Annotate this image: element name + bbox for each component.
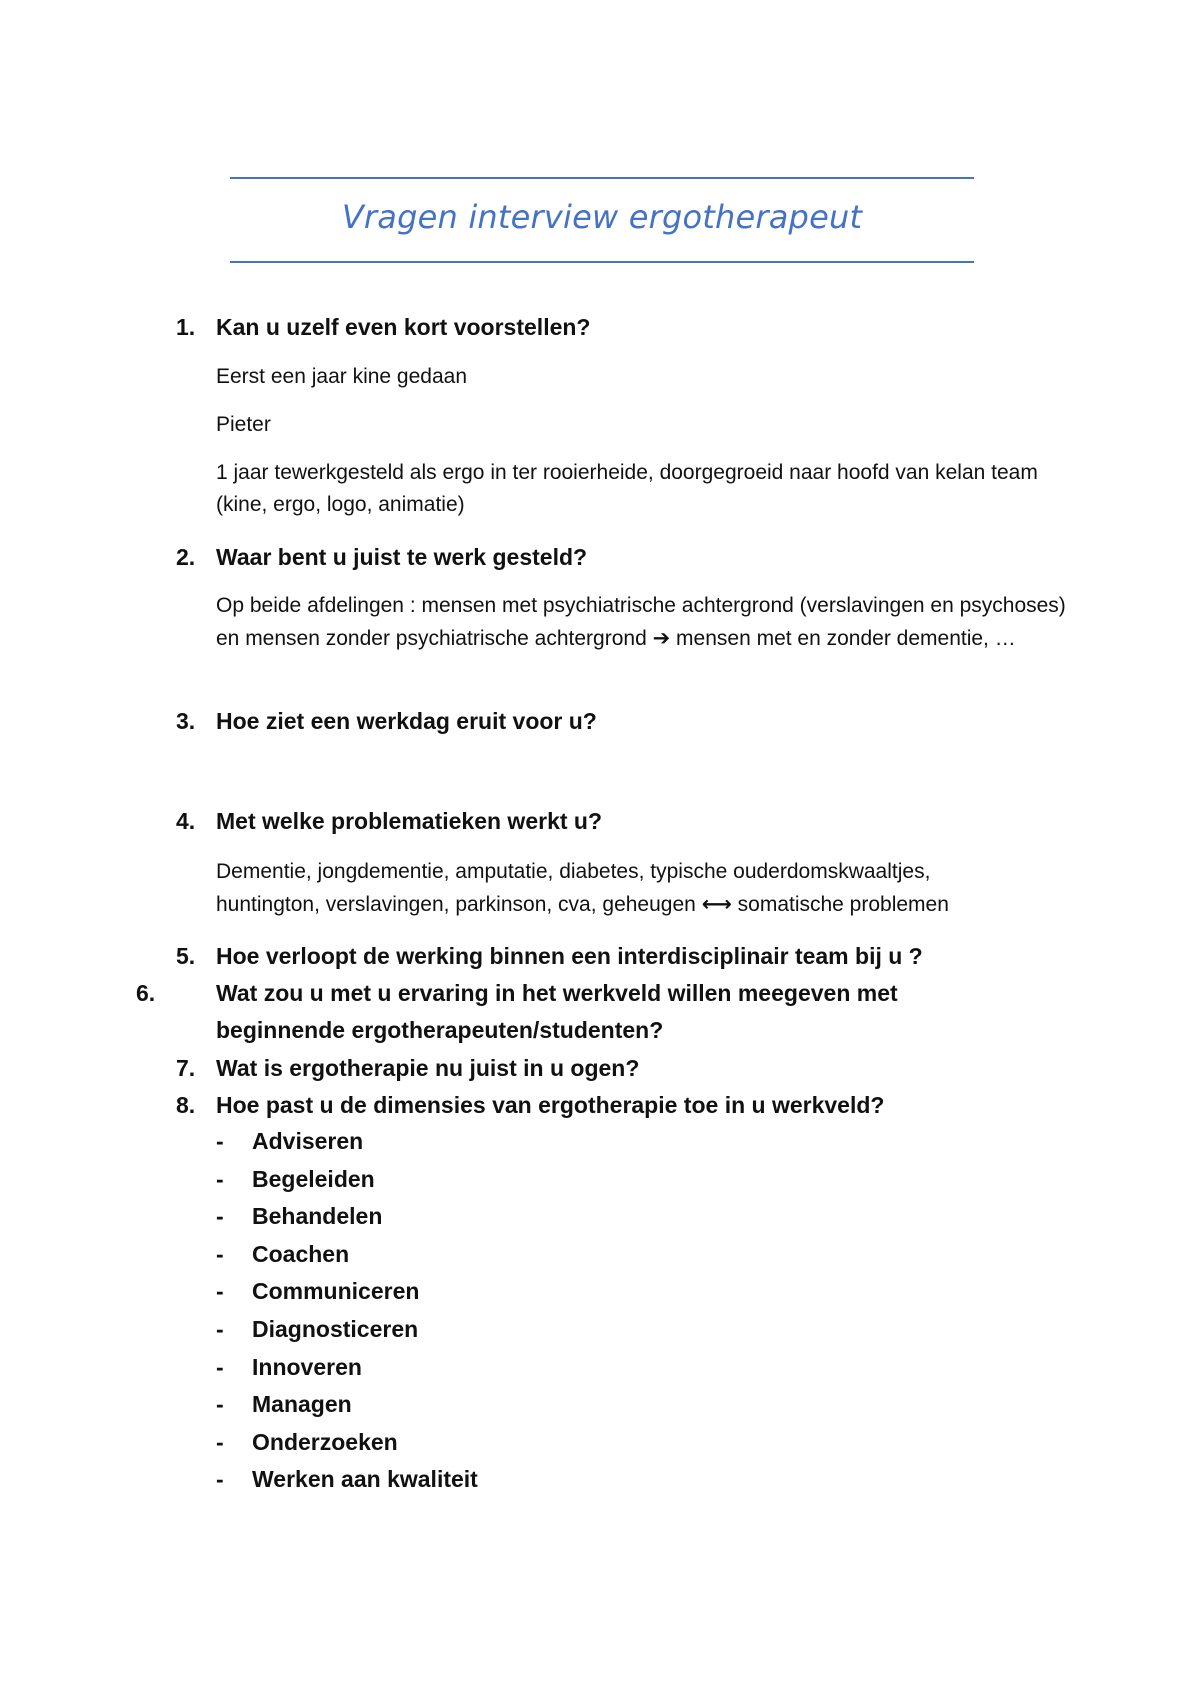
answer-1-line-2: Pieter xyxy=(216,413,271,436)
dimension-label: Coachen xyxy=(252,1240,350,1267)
question-number: 4. xyxy=(176,808,196,834)
question-number: 1. xyxy=(176,314,196,340)
question-8 xyxy=(176,1087,1056,1124)
answer-1-line-1: Eerst een jaar kine gedaan xyxy=(216,365,468,388)
answer-2-text-after: mensen met en zonder dementie, … xyxy=(676,627,1016,650)
answer-4-text-after: somatische problemen xyxy=(737,893,949,916)
bullet-dash: - xyxy=(216,1278,224,1305)
double-arrow-icon: ⟷ xyxy=(701,892,732,916)
bullet-dash: - xyxy=(216,1240,224,1267)
question-2 xyxy=(176,539,1056,576)
question-text: Met welke problematieken werkt u? xyxy=(216,808,603,834)
list-item xyxy=(216,1424,478,1462)
document-title: Vragen interview ergotherapeut xyxy=(341,198,863,236)
dimension-list xyxy=(216,1123,478,1499)
dimension-label: Behandelen xyxy=(252,1203,383,1230)
list-item xyxy=(216,1161,478,1199)
bullet-dash: - xyxy=(216,1315,224,1342)
list-item xyxy=(216,1349,478,1387)
bullet-dash: - xyxy=(216,1203,224,1230)
question-text: Wat zou u met u ervaring in het werkveld willen meegeven met beginnende ergotherapeuten/studenten? xyxy=(216,980,898,1043)
right-arrow-icon: ➔ xyxy=(652,626,671,650)
bullet-dash: - xyxy=(216,1391,224,1418)
answer-2-text-before: Op beide afdelingen : mensen met psychiatrische achtergrond (verslavingen en psychoses) en mensen zonder psychiatrische achtergrond xyxy=(216,594,1066,650)
list-item xyxy=(216,1386,478,1424)
list-item xyxy=(216,1273,478,1311)
bullet-dash: - xyxy=(216,1353,224,1380)
dimension-label: Werken aan kwaliteit xyxy=(252,1466,478,1493)
question-text: Hoe verloopt de werking binnen een interdisciplinair team bij u ? xyxy=(216,943,923,969)
title-top-rule xyxy=(230,177,974,179)
question-4 xyxy=(176,803,1056,840)
dimension-label: Onderzoeken xyxy=(252,1428,398,1455)
answer-1-line-3: 1 jaar tewerkgesteld als ergo in ter rooierheide, doorgegroeid naar hoofd van kelan team (kine, ergo, logo, animatie) xyxy=(216,461,1038,516)
question-text: Kan u uzelf even kort voorstellen? xyxy=(216,314,591,340)
question-number: 5. xyxy=(176,943,196,969)
question-1 xyxy=(176,309,1056,346)
list-item xyxy=(216,1461,478,1499)
question-text: Waar bent u juist te werk gesteld? xyxy=(216,544,588,570)
list-item xyxy=(216,1311,478,1349)
bullet-dash: - xyxy=(216,1428,224,1455)
answer-4-text-before: Dementie, jongdementie, amputatie, diabetes, typische ouderdomskwaaltjes, huntington, verslavingen, parkinson, cva, geheugen xyxy=(216,860,931,916)
question-7 xyxy=(176,1050,1056,1087)
title-bottom-rule xyxy=(230,261,974,263)
question-text: Hoe past u de dimensies van ergotherapie toe in u werkveld? xyxy=(216,1092,885,1118)
dimension-label: Communiceren xyxy=(252,1278,420,1305)
list-item xyxy=(216,1236,478,1274)
bullet-dash: - xyxy=(216,1466,224,1493)
dimension-label: Innoveren xyxy=(252,1353,362,1380)
list-item xyxy=(216,1123,478,1161)
dimension-label: Managen xyxy=(252,1391,352,1418)
answer-2 xyxy=(216,590,1066,655)
dimension-label: Diagnosticeren xyxy=(252,1315,419,1342)
question-number: 3. xyxy=(176,708,196,734)
question-3 xyxy=(176,703,1056,740)
bullet-dash: - xyxy=(216,1165,224,1192)
dimension-label: Begeleiden xyxy=(252,1165,375,1192)
question-5 xyxy=(176,938,1056,975)
question-6 xyxy=(136,975,996,1049)
question-text: Hoe ziet een werkdag eruit voor u? xyxy=(216,708,597,734)
question-number: 7. xyxy=(176,1055,196,1081)
list-item xyxy=(216,1198,478,1236)
question-number: 6. xyxy=(136,980,156,1006)
answer-4 xyxy=(216,856,1036,921)
question-text: Wat is ergotherapie nu juist in u ogen? xyxy=(216,1055,640,1081)
dimension-label: Adviseren xyxy=(252,1128,364,1154)
question-number: 8. xyxy=(176,1092,196,1118)
bullet-dash: - xyxy=(216,1128,224,1154)
question-number: 2. xyxy=(176,544,196,570)
